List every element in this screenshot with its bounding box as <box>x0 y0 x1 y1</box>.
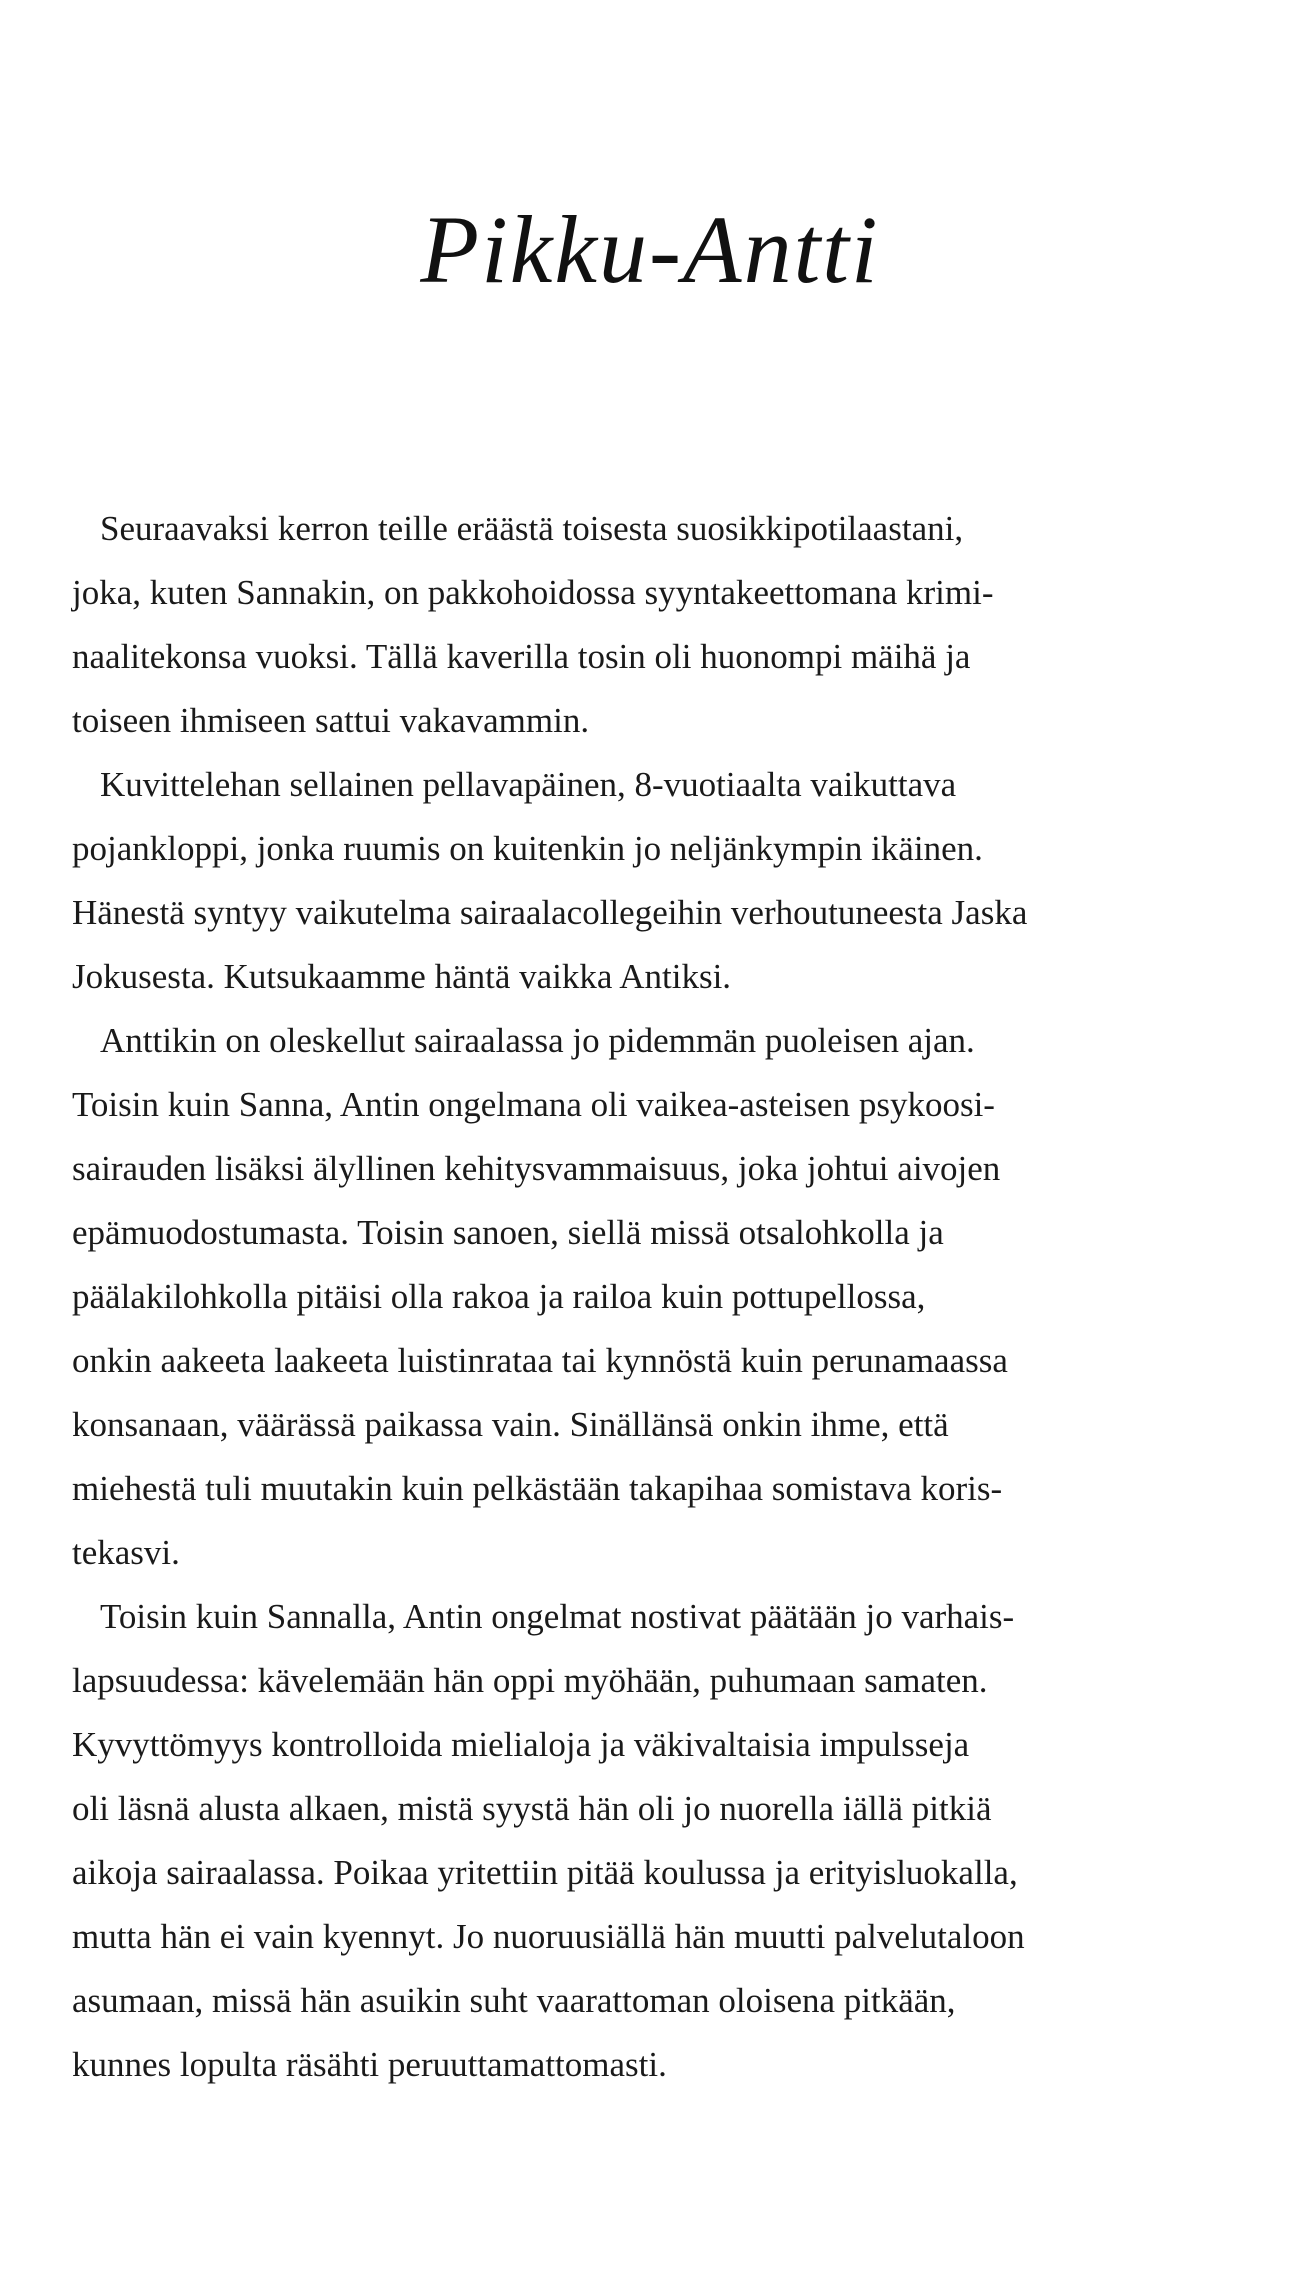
text-line: mutta hän ei vain kyennyt. Jo nuoruusiällä hän muutti palvelutaloon <box>72 1917 1025 1956</box>
text-line: oli läsnä alusta alkaen, mistä syystä hän oli jo nuorella iällä pitkiä <box>72 1789 992 1828</box>
text-line-paragraph-start: Anttikin on oleskellut sairaalassa jo pidemmän puoleisen ajan. <box>100 1021 975 1060</box>
text-line: toiseen ihmiseen sattui vakavammin. <box>72 701 590 740</box>
body-text <box>72 497 1232 2097</box>
text-line-paragraph-start: Kuvittelehan sellainen pellavapäinen, 8-vuotiaalta vaikuttava <box>100 765 957 804</box>
text-line: joka, kuten Sannakin, on pakkohoidossa syyntakeettomana krimi- <box>72 573 994 612</box>
text-line: miehestä tuli muutakin kuin pelkästään takapihaa somistava koris- <box>72 1469 1003 1508</box>
text-line: Hänestä syntyy vaikutelma sairaalacollegeihin verhoutuneesta Jaska <box>72 893 1028 932</box>
text-line: päälakilohkolla pitäisi olla rakoa ja railoa kuin pottupellossa, <box>72 1277 926 1316</box>
text-line: naalitekonsa vuoksi. Tällä kaverilla tosin oli huonompi mäihä ja <box>72 637 971 676</box>
text-line: aikoja sairaalassa. Poikaa yritettiin pitää koulussa ja erityisluokalla, <box>72 1853 1018 1892</box>
text-line: sairauden lisäksi älyllinen kehitysvammaisuus, joka johtui aivojen <box>72 1149 1001 1188</box>
text-line: konsanaan, väärässä paikassa vain. Sinällänsä onkin ihme, että <box>72 1405 949 1444</box>
text-line: tekasvi. <box>72 1533 180 1572</box>
text-line: kunnes lopulta räsähti peruuttamattomasti. <box>72 2045 667 2084</box>
text-line: pojankloppi, jonka ruumis on kuitenkin jo neljänkympin ikäinen. <box>72 829 983 868</box>
text-line: lapsuudessa: kävelemään hän oppi myöhään, puhumaan samaten. <box>72 1661 988 1700</box>
text-line: Jokusesta. Kutsukaamme häntä vaikka Antiksi. <box>72 957 732 996</box>
chapter-title: Pikku-Antti <box>420 196 880 303</box>
text-line: Kyvyttömyys kontrolloida mielialoja ja väkivaltaisia impulsseja <box>72 1725 970 1764</box>
text-line: onkin aakeeta laakeeta luistinrataa tai kynnöstä kuin perunamaassa <box>72 1341 1008 1380</box>
text-line: Toisin kuin Sanna, Antin ongelmana oli vaikea-asteisen psykoosi- <box>72 1085 995 1124</box>
text-line-paragraph-start: Seuraavaksi kerron teille eräästä toisesta suosikkipotilaastani, <box>100 509 964 548</box>
text-line: asumaan, missä hän asuikin suht vaarattoman oloisena pitkään, <box>72 1981 956 2020</box>
text-line: epämuodostumasta. Toisin sanoen, siellä missä otsalohkolla ja <box>72 1213 944 1252</box>
text-line-paragraph-start: Toisin kuin Sannalla, Antin ongelmat nostivat päätään jo varhais- <box>100 1597 1015 1636</box>
